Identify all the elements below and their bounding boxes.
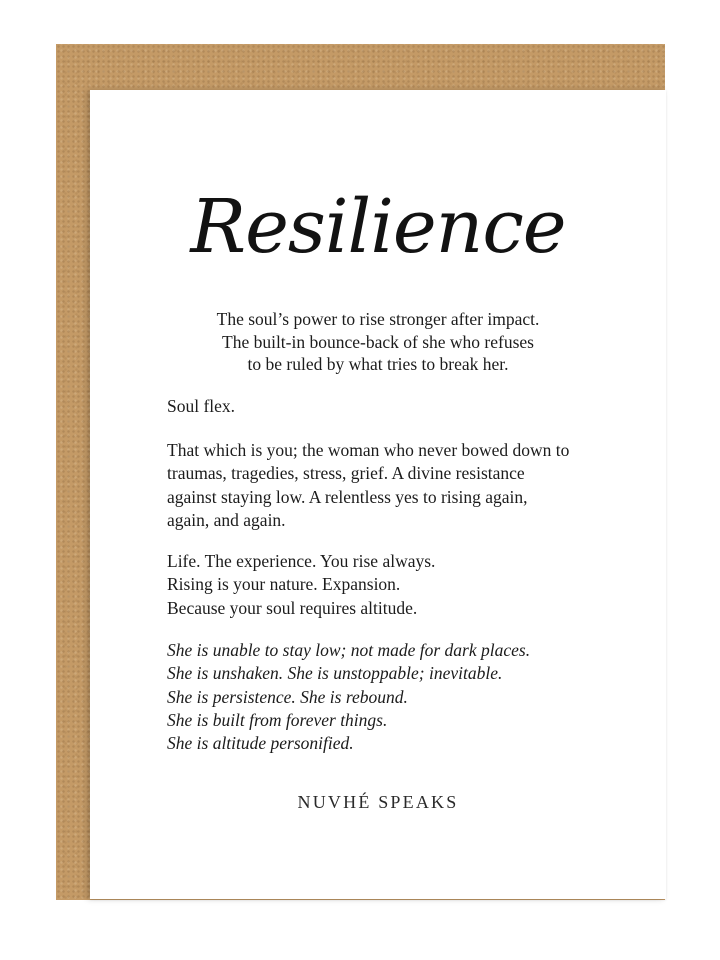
card-title: Resilience	[190, 184, 566, 270]
paragraph-she-is	[167, 639, 627, 755]
definition-line: The built-in bounce-back of she who refuses	[222, 331, 534, 352]
paragraph-soul-flex	[167, 395, 627, 418]
definition-text	[90, 308, 666, 376]
body-line: She is unable to stay low; not made for dark places.	[167, 640, 531, 660]
paragraph-woman	[167, 439, 627, 532]
definition-line: to be ruled by what tries to break her.	[247, 354, 509, 374]
body-line: She is altitude personified.	[167, 733, 354, 754]
body-line: That which is you; the woman who never bowed down to	[167, 440, 570, 460]
body-line: She is persistence. She is rebound.	[167, 686, 408, 707]
greeting-card	[90, 90, 666, 899]
body-line: She is built from forever things.	[167, 709, 388, 730]
signature: NUVHÉ SPEAKS	[297, 792, 459, 812]
body-line: against staying low. A relentless yes to rising again,	[167, 486, 528, 507]
definition-line: The soul’s power to rise stronger after impact.	[216, 309, 540, 329]
paragraph-life	[167, 550, 627, 620]
body-line: Because your soul requires altitude.	[167, 597, 418, 618]
body-line: Life. The experience. You rise always.	[167, 551, 436, 571]
body-line: Soul flex.	[167, 396, 236, 416]
body-line: She is unshaken. She is unstoppable; inevitable.	[167, 663, 503, 684]
body-line: Rising is your nature. Expansion.	[167, 574, 401, 595]
body-line: again, and again.	[167, 509, 286, 530]
body-line: traumas, tragedies, stress, grief. A divine resistance	[167, 463, 525, 484]
